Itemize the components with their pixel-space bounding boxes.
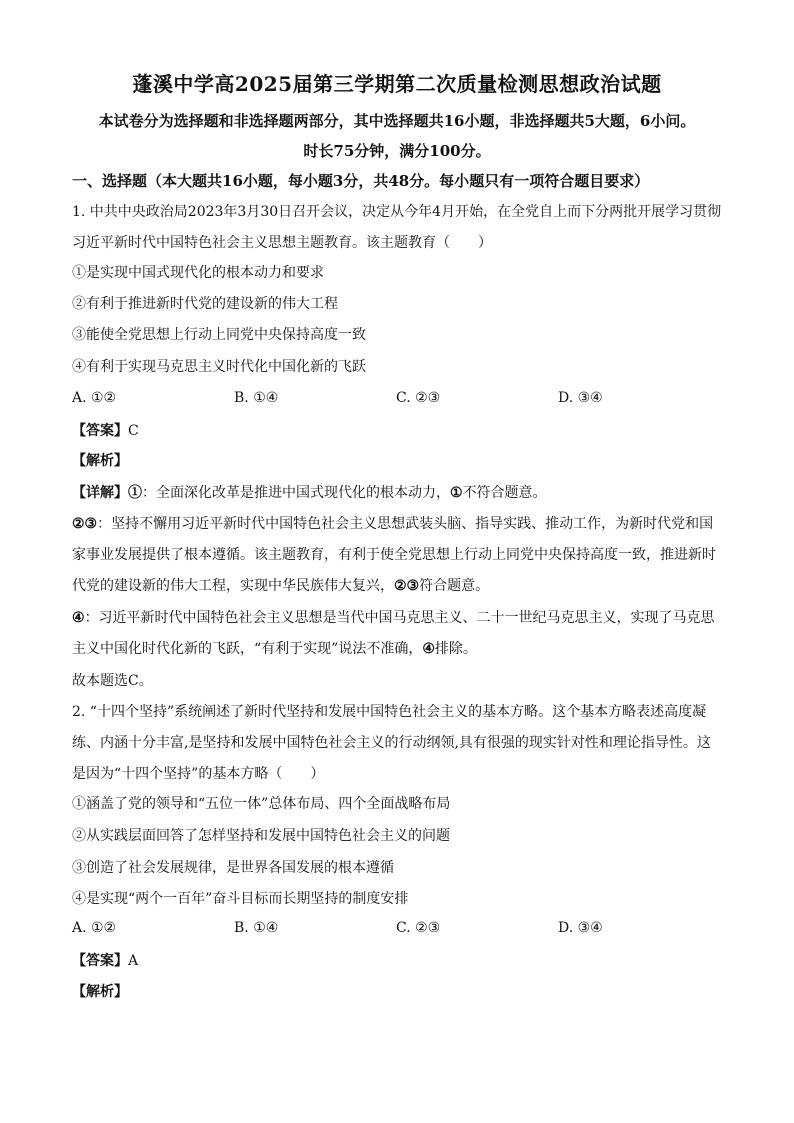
q1-options [72, 390, 722, 410]
q1-item-1: ①是实现中国式现代化的根本动力和要求 [72, 265, 324, 281]
q2-item-3: ③创造了社会发展规律，是世界各国发展的根本遵循 [72, 860, 394, 876]
detail-text: 排除。 [434, 641, 477, 657]
mark: ① [450, 485, 463, 501]
mark: ① [128, 485, 142, 501]
answer-value: C [128, 423, 139, 439]
q2-option-d: D. ③④ [558, 920, 603, 936]
q1-detail-1 [72, 483, 547, 503]
answer-tag: 【答案】 [72, 953, 128, 969]
q2-option-b: B. ①④ [234, 920, 279, 936]
q1-detail-2 [72, 509, 724, 602]
q1-option-b: B. ①④ [234, 390, 279, 406]
answer-value: A [128, 953, 139, 969]
q1-analysis [72, 451, 128, 471]
q2-item-2: ②从实践层面回答了怎样坚持和发展中国特色社会主义的问题 [72, 828, 450, 844]
q1-item-4: ④有利于实现马克思主义时代化中国化新的飞跃 [72, 359, 366, 375]
section-title: 一、选择题（本大题共16小题，每小题3分，共48分。每小题只有一项符合题目要求） [72, 172, 650, 190]
q2-option-a: A. ①② [72, 920, 117, 936]
q1-answer [72, 421, 139, 441]
q1-item-2: ②有利于推进新时代党的建设新的伟大工程 [72, 296, 338, 312]
detail-text: 符合题意。 [419, 578, 490, 594]
analysis-tag: 【解析】 [72, 453, 128, 469]
detail-text: 不符合题意。 [462, 485, 547, 501]
page-title: 蓬溪中学高2025届第三学期第二次质量检测思想政治试题 [132, 72, 662, 96]
mark: ②③ [394, 578, 420, 594]
mark: ④ [422, 641, 435, 657]
q2-option-c: C. ②③ [396, 920, 441, 936]
q1-detail-3 [72, 603, 724, 665]
intro-line-2: 时长75分钟，满分100分。 [303, 142, 491, 160]
q1-option-a: A. ①② [72, 390, 117, 406]
detail-text: ：全面深化改革是推进中国式现代化的根本动力， [142, 485, 450, 501]
answer-tag: 【答案】 [72, 423, 128, 439]
q2-analysis [72, 982, 128, 1002]
mark: ④ [72, 610, 85, 626]
q1-item-3: ③能使全党思想上行动上同党中央保持高度一致 [72, 327, 366, 343]
q2-options [72, 920, 722, 940]
q1-option-d: D. ③④ [558, 390, 603, 406]
q1-conclusion: 故本题选C。 [72, 673, 153, 689]
q2-item-4: ④是实现“两个一百年”奋斗目标而长期坚持的制度安排 [72, 891, 409, 907]
q1-option-c: C. ②③ [396, 390, 441, 406]
mark: ②③ [72, 516, 98, 532]
q2-stem: 2. “十四个坚持”系统阐述了新时代坚持和发展中国特色社会主义的基本方略。这个基本方略表述高度凝练、内涵十分丰富,是坚持和发展中国特色社会主义的行动纲领,具有很强的现实针对性和理论指导性。这是因为“十四个坚持”的基本方略（ ） [72, 704, 711, 782]
intro-line-1: 本试卷分为选择题和非选择题两部分，其中选择题共16小题，非选择题共5大题，6小问。 [98, 112, 696, 130]
q2-answer [72, 951, 138, 971]
analysis-tag: 【解析】 [72, 984, 128, 1000]
detail-text: ：坚持不懈用习近平新时代中国特色社会主义思想武装头脑、指导实践、推动工作，为新时代党和国家事业发展提供了根本遵循。该主题教育，有利于使全党思想上行动上同党中央保持高度一致，推进新时代党的建设新的伟大工程，实现中华民族伟大复兴， [72, 516, 716, 594]
detail-text: ：习近平新时代中国特色社会主义思想是当代中国马克思主义、二十一世纪马克思主义，实现了马克思主义中国化时代化新的飞跃，“有利于实现”说法不准确， [72, 610, 715, 657]
q1-stem: 1. 中共中央政治局2023年3月30日召开会议，决定从今年4月开始，在全党自上而下分两批开展学习贯彻习近平新时代中国特色社会主义思想主题教育。该主题教育（ ） [72, 204, 722, 251]
detail-tag: 【详解】 [72, 485, 128, 501]
q2-item-1: ①涵盖了党的领导和“五位一体”总体布局、四个全面战略布局 [72, 796, 451, 812]
